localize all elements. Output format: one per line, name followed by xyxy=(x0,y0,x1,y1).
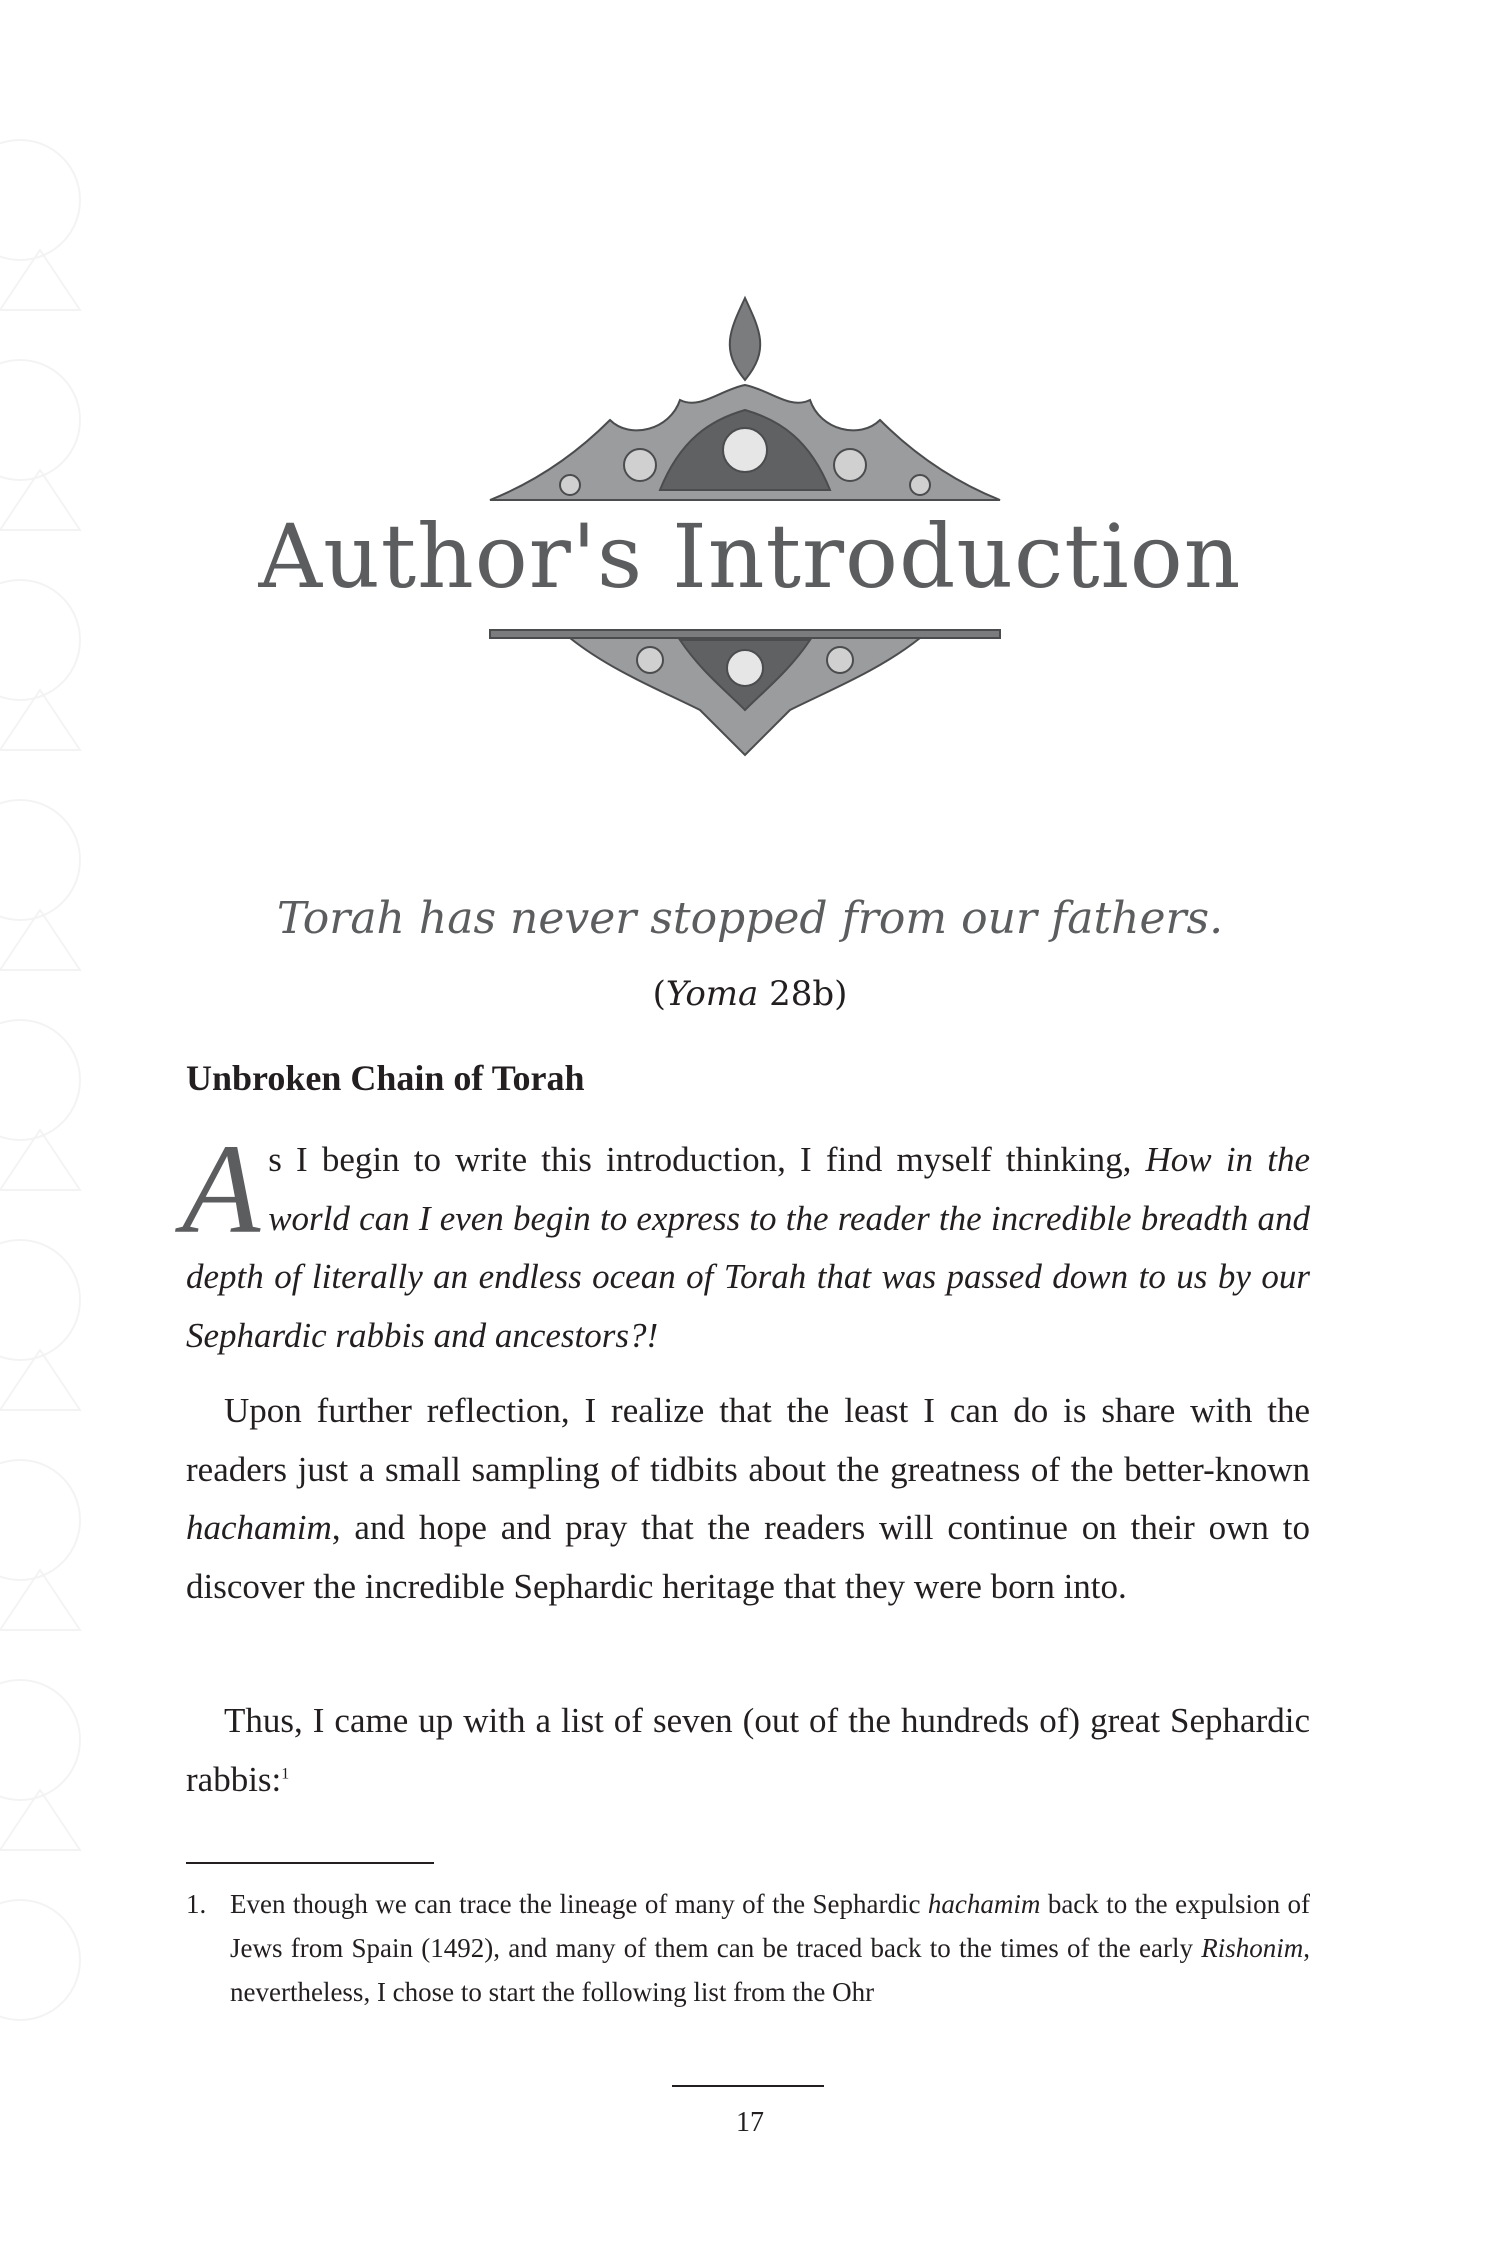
epigraph-source-title: Yoma xyxy=(665,974,759,1014)
footnote-italic-2: Rishonim xyxy=(1201,1933,1304,1963)
footnote-part1: Even though we can trace the lineage of many of the Sephardic xyxy=(230,1889,928,1919)
epigraph-quote: Torah has never stopped from our fathers. xyxy=(276,893,1224,944)
epigraph-source xyxy=(0,974,1500,1014)
footnote-part3: , nevertheless, I chose to start the following list from the Ohr xyxy=(230,1933,1310,2007)
paragraph-2 xyxy=(186,1382,1310,1616)
page-number: 17 xyxy=(736,2107,764,2138)
paragraph-1-italic: How in the world can I even begin to express to the reader the incredible breadth and depth of literally an endless ocean of Torah that was passed down to us by our Sephardic rabbis and ancestors?! xyxy=(186,1140,1311,1355)
paragraph-3 xyxy=(186,1692,1310,1809)
paragraph-2-italic: hachamim xyxy=(186,1508,332,1547)
footnote-divider xyxy=(186,1862,434,1864)
background-pattern xyxy=(0,0,150,2248)
footnote-1 xyxy=(186,1882,1310,2014)
epigraph-source-ref: 28b) xyxy=(758,974,848,1014)
footnote-part2: back to the expulsion of Jews from Spain (1492), and many of them can be traced back to the times of the early xyxy=(230,1889,1310,1963)
footnote-reference[interactable]: 1 xyxy=(281,1764,290,1782)
paragraph-3-text: Thus, I came up with a list of seven (out of the hundreds of) great Sephardic rabbis: xyxy=(186,1701,1310,1799)
epigraph-source-open: ( xyxy=(652,974,666,1014)
chapter-title: Author's Introduction xyxy=(258,505,1242,608)
page-number-divider xyxy=(672,2085,824,2087)
paragraph-2-part2: , and hope and pray that the readers will continue on their own to discover the incredible Sephardic heritage that they were born into. xyxy=(186,1508,1310,1606)
paragraph-1 xyxy=(182,1118,1311,1365)
footnote-italic-1: hachamim xyxy=(927,1889,1041,1919)
drop-cap: A xyxy=(182,1118,261,1260)
footnote-number: 1. xyxy=(186,1889,207,1919)
paragraph-2-part1: Upon further reflection, I realize that the least I can do is share with the readers just a small sampling of tidbits about the greatness of the better-known xyxy=(186,1391,1310,1489)
section-heading: Unbroken Chain of Torah xyxy=(186,1058,585,1098)
paragraph-1-text: s I begin to write this introduction, I find myself thinking, xyxy=(268,1140,1146,1179)
